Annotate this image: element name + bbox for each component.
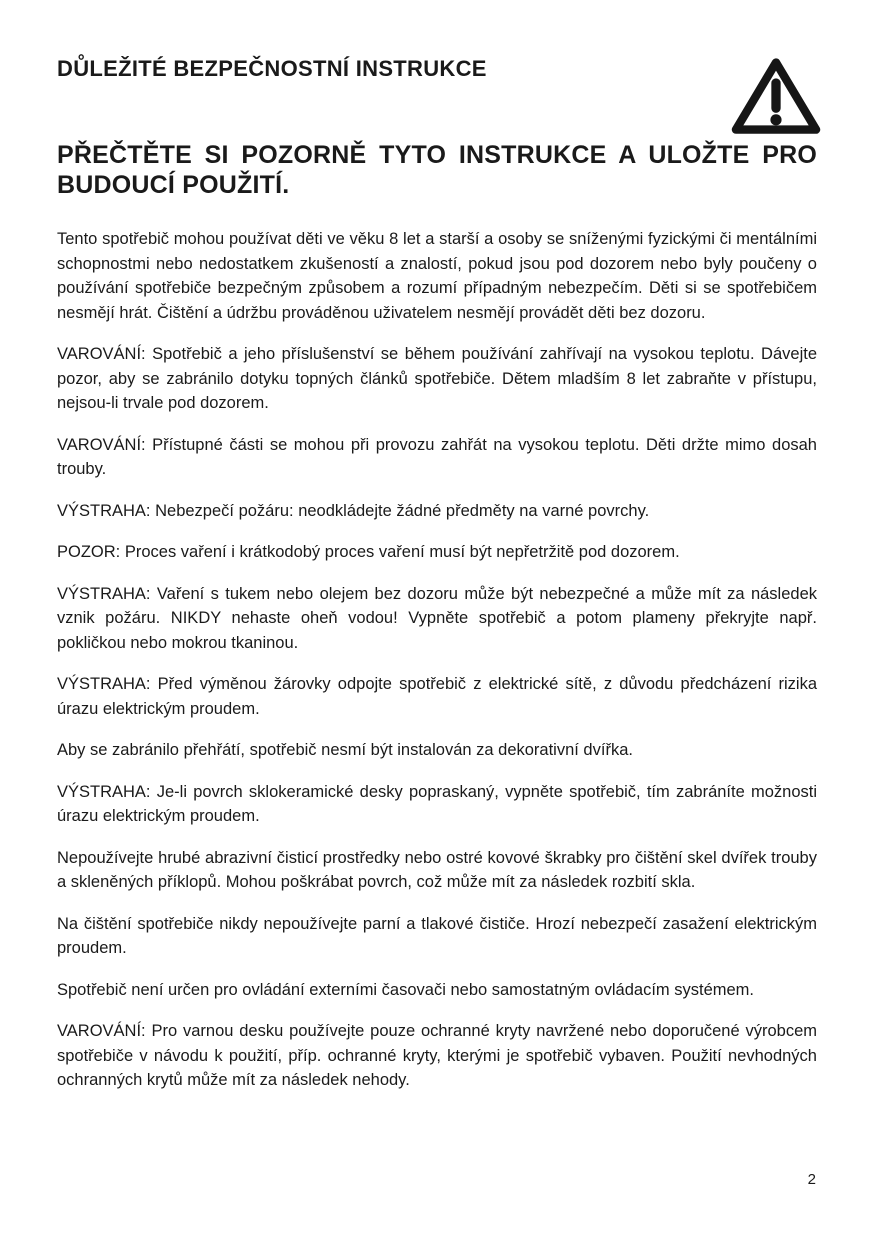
body-paragraph: VÝSTRAHA: Před výměnou žárovky odpojte spotřebič z elektrické sítě, z důvodu předcházení rizika úrazu elektrickým proudem. bbox=[57, 675, 817, 718]
body-paragraph: VAROVÁNÍ: Spotřebič a jeho příslušenství se během používání zahřívají na vysokou teplotu. Dávejte pozor, aby se zabránilo dotyku topných článků spotřebiče. Dětem mladším 8 let zabraňte v přístupu, nejsou-li trvale pod dozorem. bbox=[57, 345, 817, 412]
body-paragraph: VÝSTRAHA: Vaření s tukem nebo olejem bez dozoru může být nebezpečné a může mít za následek vznik požáru. NIKDY nehaste oheň vodou! Vypněte spotřebič a potom plameny překryjte např. pokličkou nebo mokrou tkaninou. bbox=[57, 584, 817, 652]
paragraph-list bbox=[57, 227, 817, 1093]
body-paragraph: Spotřebič není určen pro ovládání externími časovači nebo samostatným ovládacím systémem. bbox=[57, 980, 754, 999]
body-paragraph: VÝSTRAHA: Je-li povrch sklokeramické desky popraskaný, vypněte spotřebič, tím zabráníte možnosti úrazu elektrickým proudem. bbox=[57, 782, 817, 825]
body-paragraph: VAROVÁNÍ: Přístupné části se mohou při provozu zahřát na vysokou teplotu. Děti držte mimo dosah trouby. bbox=[57, 435, 817, 478]
body-paragraph: Nepoužívejte hrubé abrazivní čisticí prostředky nebo ostré kovové škrabky pro čištění skel dvířek trouby a skleněných příklopů. Mohou poškrábat povrch, což může mít za následek rozbití skla. bbox=[57, 848, 817, 891]
body-paragraph: Tento spotřebič mohou používat děti ve věku 8 let a starší a osoby se sníženými fyzickými či mentálními schopnostmi nebo nedostatkem zkušeností a znalostí, pokud jsou pod dozorem nebo byly poučeny o používání spotřebiče bezpečným způsobem a rozumí případným nebezpečím. Děti si se spotřebičem nesmějí hrát. Čištění a údržbu prováděnou uživatelem nesmějí provádět děti bez dozoru. bbox=[57, 230, 817, 322]
body-paragraph: Aby se zabránilo přehřátí, spotřebič nesmí být instalován za dekorativní dvířka. bbox=[57, 741, 633, 759]
body-paragraph: Na čištění spotřebiče nikdy nepoužívejte parní a tlakové čističe. Hrozí nebezpečí zasažení elektrickým proudem. bbox=[57, 914, 817, 957]
body-paragraph: VÝSTRAHA: Nebezpečí požáru: neodkládejte žádné předměty na varné povrchy. bbox=[57, 501, 650, 520]
section-heading: PŘEČTĚTE SI POZORNĚ TYTO INSTRUKCE A ULOŽTE PRO BUDOUCÍ POUŽITÍ. bbox=[57, 141, 817, 199]
body-paragraph: VAROVÁNÍ: Pro varnou desku používejte pouze ochranné kryty navržené nebo doporučené výrobcem spotřebiče v návodu k použití, příp. ochranné kryty, kterými je spotřebič vybaven. Použití nevhodných ochranných krytů může mít za následek nehody. bbox=[57, 1022, 817, 1089]
document-header bbox=[57, 56, 817, 82]
body-paragraph: POZOR: Proces vaření i krátkodobý proces vaření musí být nepřetržitě pod dozorem. bbox=[57, 543, 680, 561]
page-title: DŮLEŽITÉ BEZPEČNOSTNÍ INSTRUKCE bbox=[57, 56, 487, 81]
page-number: 2 bbox=[807, 1171, 816, 1188]
warning-triangle-icon bbox=[729, 56, 823, 138]
